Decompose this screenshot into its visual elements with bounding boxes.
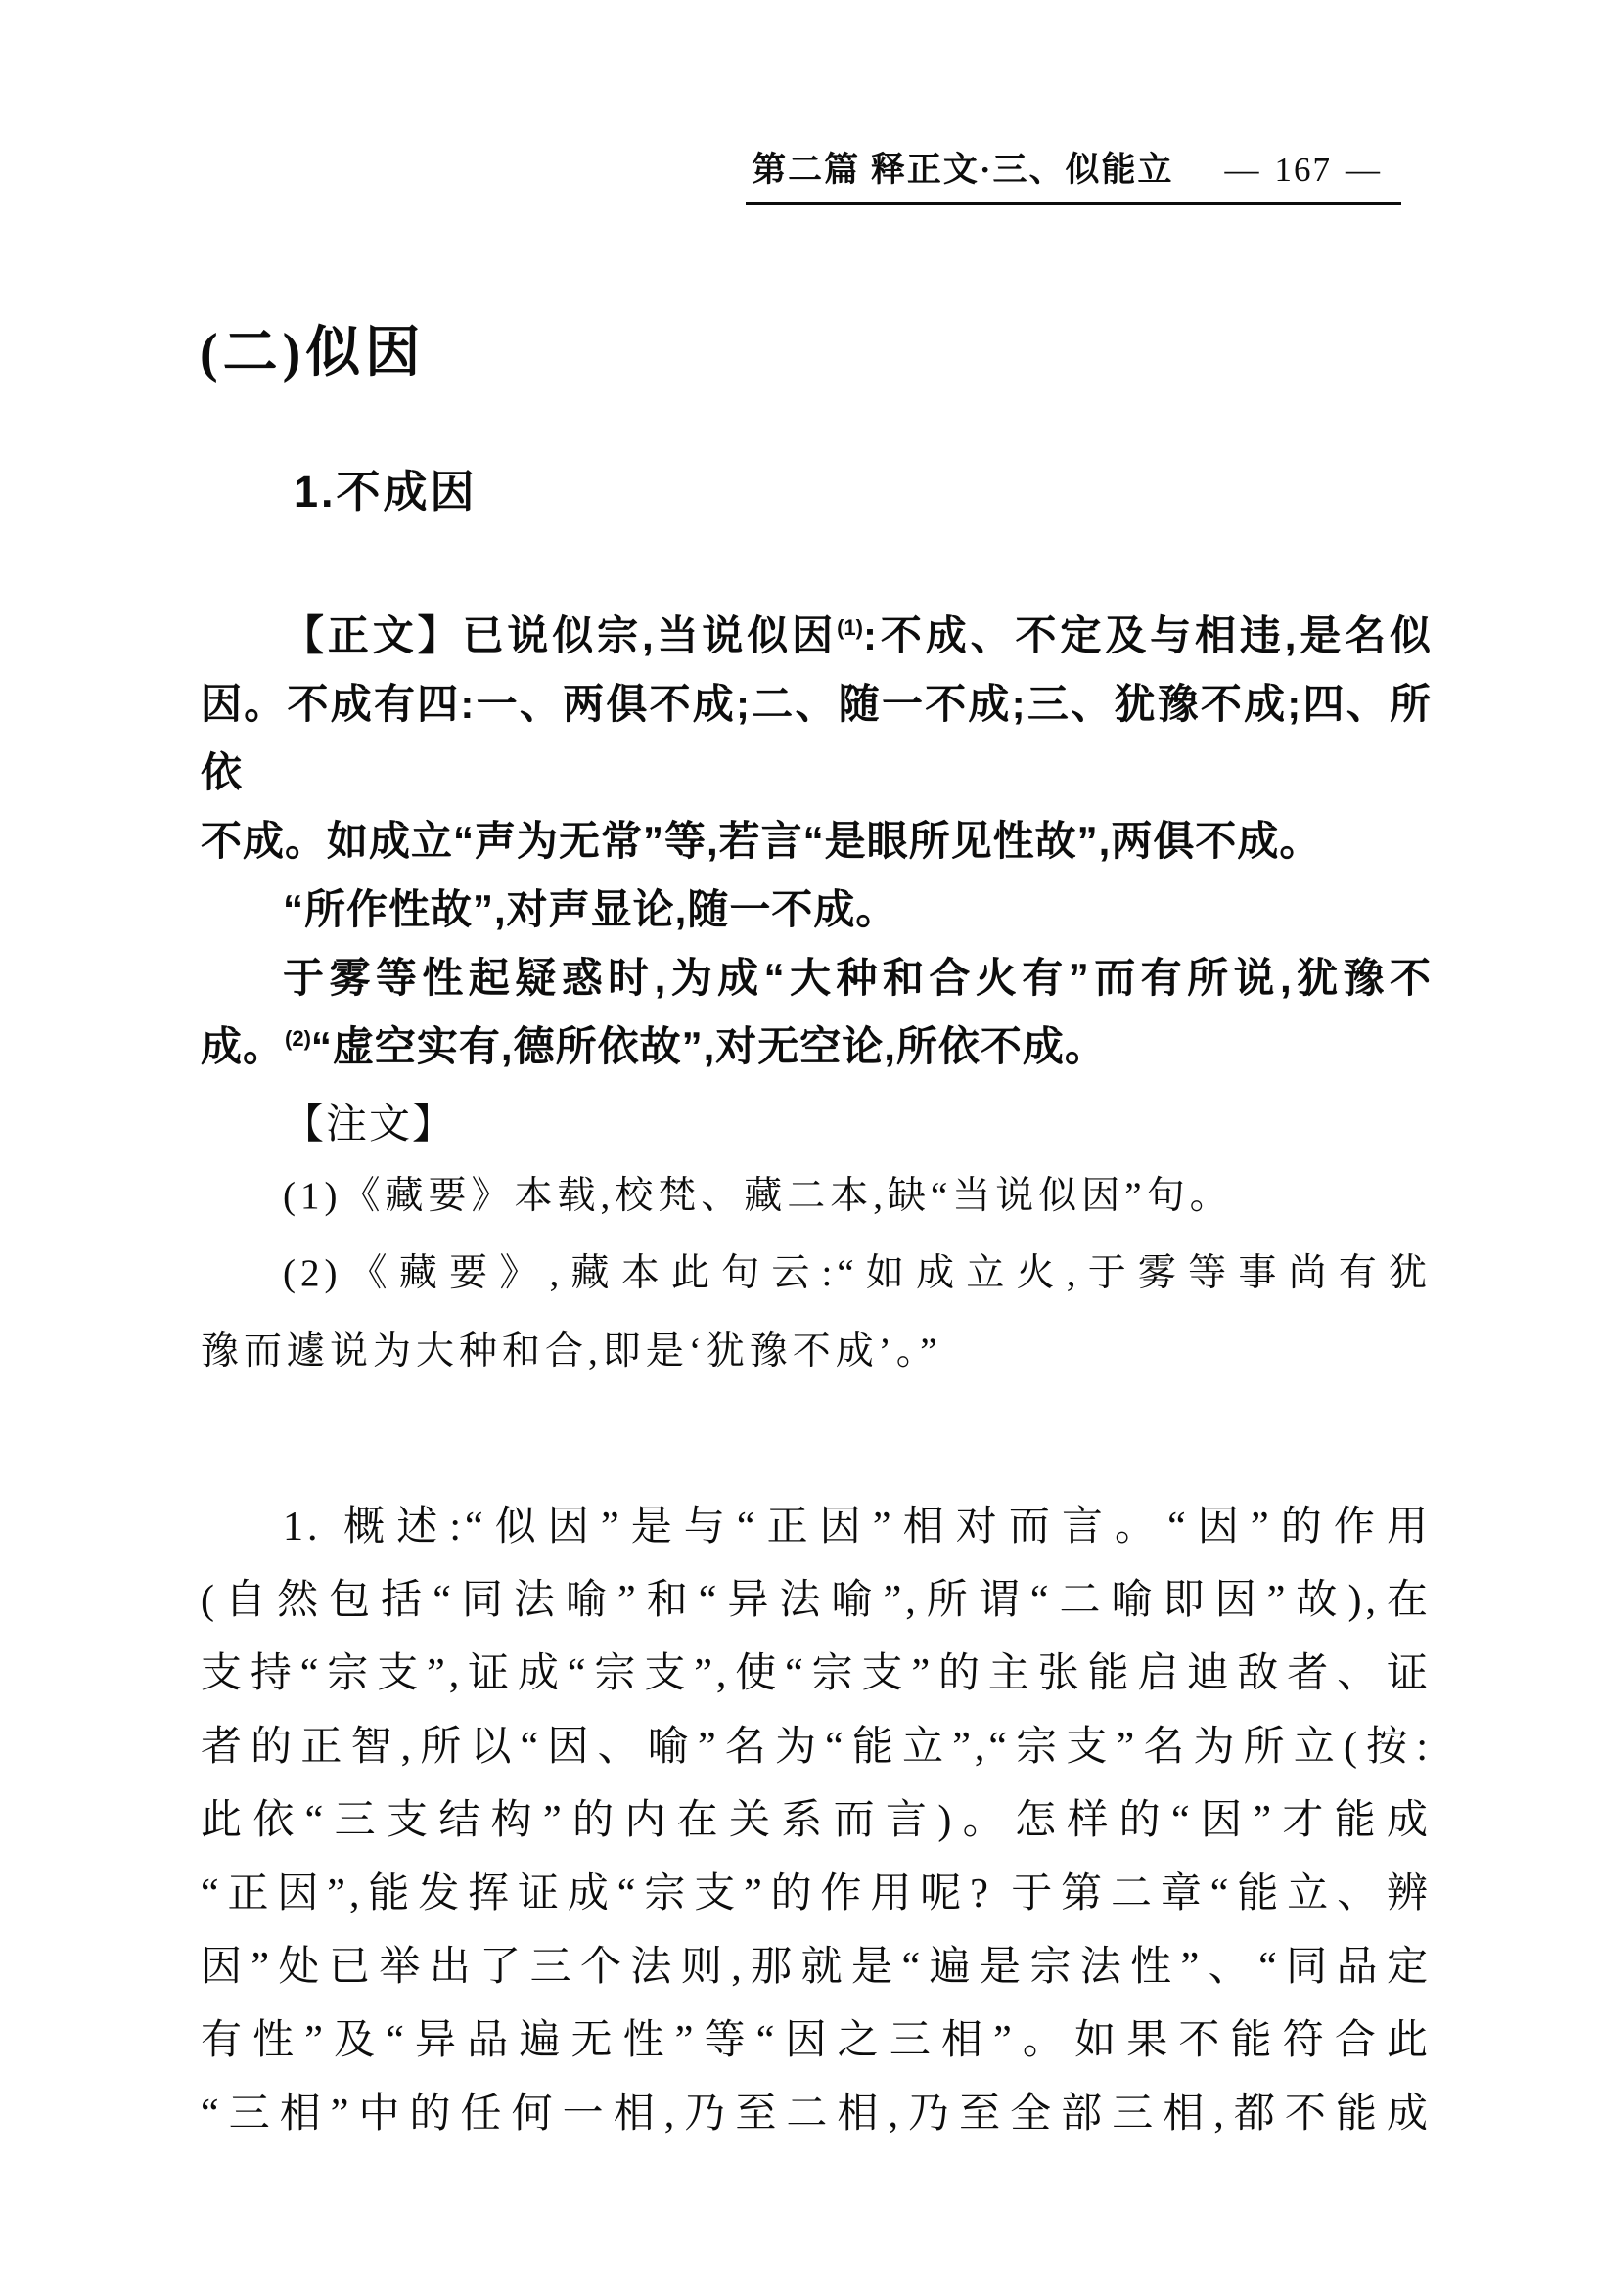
commentary-line: 因”处已举出了三个法则,那就是“遍是宗法性”、“同品定 xyxy=(201,1945,1432,1990)
canonical-text-segment: :不成、不定及与相违,是名似 xyxy=(862,612,1432,658)
canonical-text-line: 于雾等性起疑惑时,为成“大种和合火有”而有所说,犹豫不 xyxy=(283,955,1432,1001)
page-dash-right: — xyxy=(1346,151,1382,189)
page-number: 167 xyxy=(1274,151,1332,189)
canonical-text-block xyxy=(201,602,1432,1081)
note-line: (2)《藏要》,藏本此句云:“如成立火,于雾等事尚有犹 xyxy=(283,1252,1432,1294)
canonical-text-line: 不成。如成立“声为无常”等,若言“是眼所见性故”,两俱不成。 xyxy=(201,818,1322,864)
commentary-line: 支持“宗支”,证成“宗支”,使“宗支”的主张能启迪敌者、证 xyxy=(201,1651,1432,1696)
commentary-line: 者的正智,所以“因、喻”名为“能立”,“宗支”名为所立(按: xyxy=(201,1725,1432,1770)
page-dash-left: — xyxy=(1224,151,1261,189)
annotation-note-2 xyxy=(201,1235,1432,1391)
commentary-block xyxy=(201,1491,1432,2151)
canonical-text-segment: “虚空实有,德所依故”,对无空论,所依不成。 xyxy=(310,1023,1107,1069)
canonical-text-line: “所作性故”,对声显论,随一不成。 xyxy=(283,886,898,932)
note-line: (1)《藏要》本载,校梵、藏二本,缺“当说似因”句。 xyxy=(283,1175,1233,1217)
canonical-text-segment: 【正文】已说似宗,当说似因 xyxy=(283,612,838,658)
running-header-chapter: 第二篇 释正文·三、似能立 xyxy=(752,151,1174,189)
note-line: 豫而遽说为大种和合,即是‘犹豫不成’。” xyxy=(201,1330,942,1373)
commentary-line: “正因”,能发挥证成“宗支”的作用呢? 于第二章“能立、辨 xyxy=(201,1871,1432,1916)
canonical-text-line xyxy=(201,1013,1432,1081)
note-reference-2: (2) xyxy=(285,1026,311,1051)
subsection-title: 1.不成因 xyxy=(294,467,478,517)
section-title: (二)似因 xyxy=(200,323,426,383)
note-reference-1: (1) xyxy=(837,615,863,640)
page-number-group xyxy=(1211,151,1396,189)
commentary-line: 此依“三支结构”的内在关系而言)。怎样的“因”才能成 xyxy=(201,1798,1432,1843)
canonical-text-line: 因。不成有四:一、两俱不成;二、随一不成;三、犹豫不成;四、所依 xyxy=(201,681,1432,795)
commentary-line: (自然包括“同法喻”和“异法喻”,所谓“二喻即因”故),在 xyxy=(201,1578,1432,1623)
running-header xyxy=(746,143,1401,205)
canonical-text-segment: 成。 xyxy=(201,1023,286,1069)
commentary-line: 1. 概述:“似因”是与“正因”相对而言。“因”的作用 xyxy=(283,1505,1432,1550)
commentary-line: “三相”中的任何一相,乃至二相,乃至全部三相,都不能成 xyxy=(201,2092,1432,2137)
commentary-line: 有性”及“异品遍无性”等“因之三相”。如果不能符合此 xyxy=(201,2018,1432,2063)
annotation-label: 【注文】 xyxy=(283,1103,456,1148)
canonical-text-line xyxy=(201,602,1432,670)
annotation-note-1 xyxy=(201,1170,1432,1223)
